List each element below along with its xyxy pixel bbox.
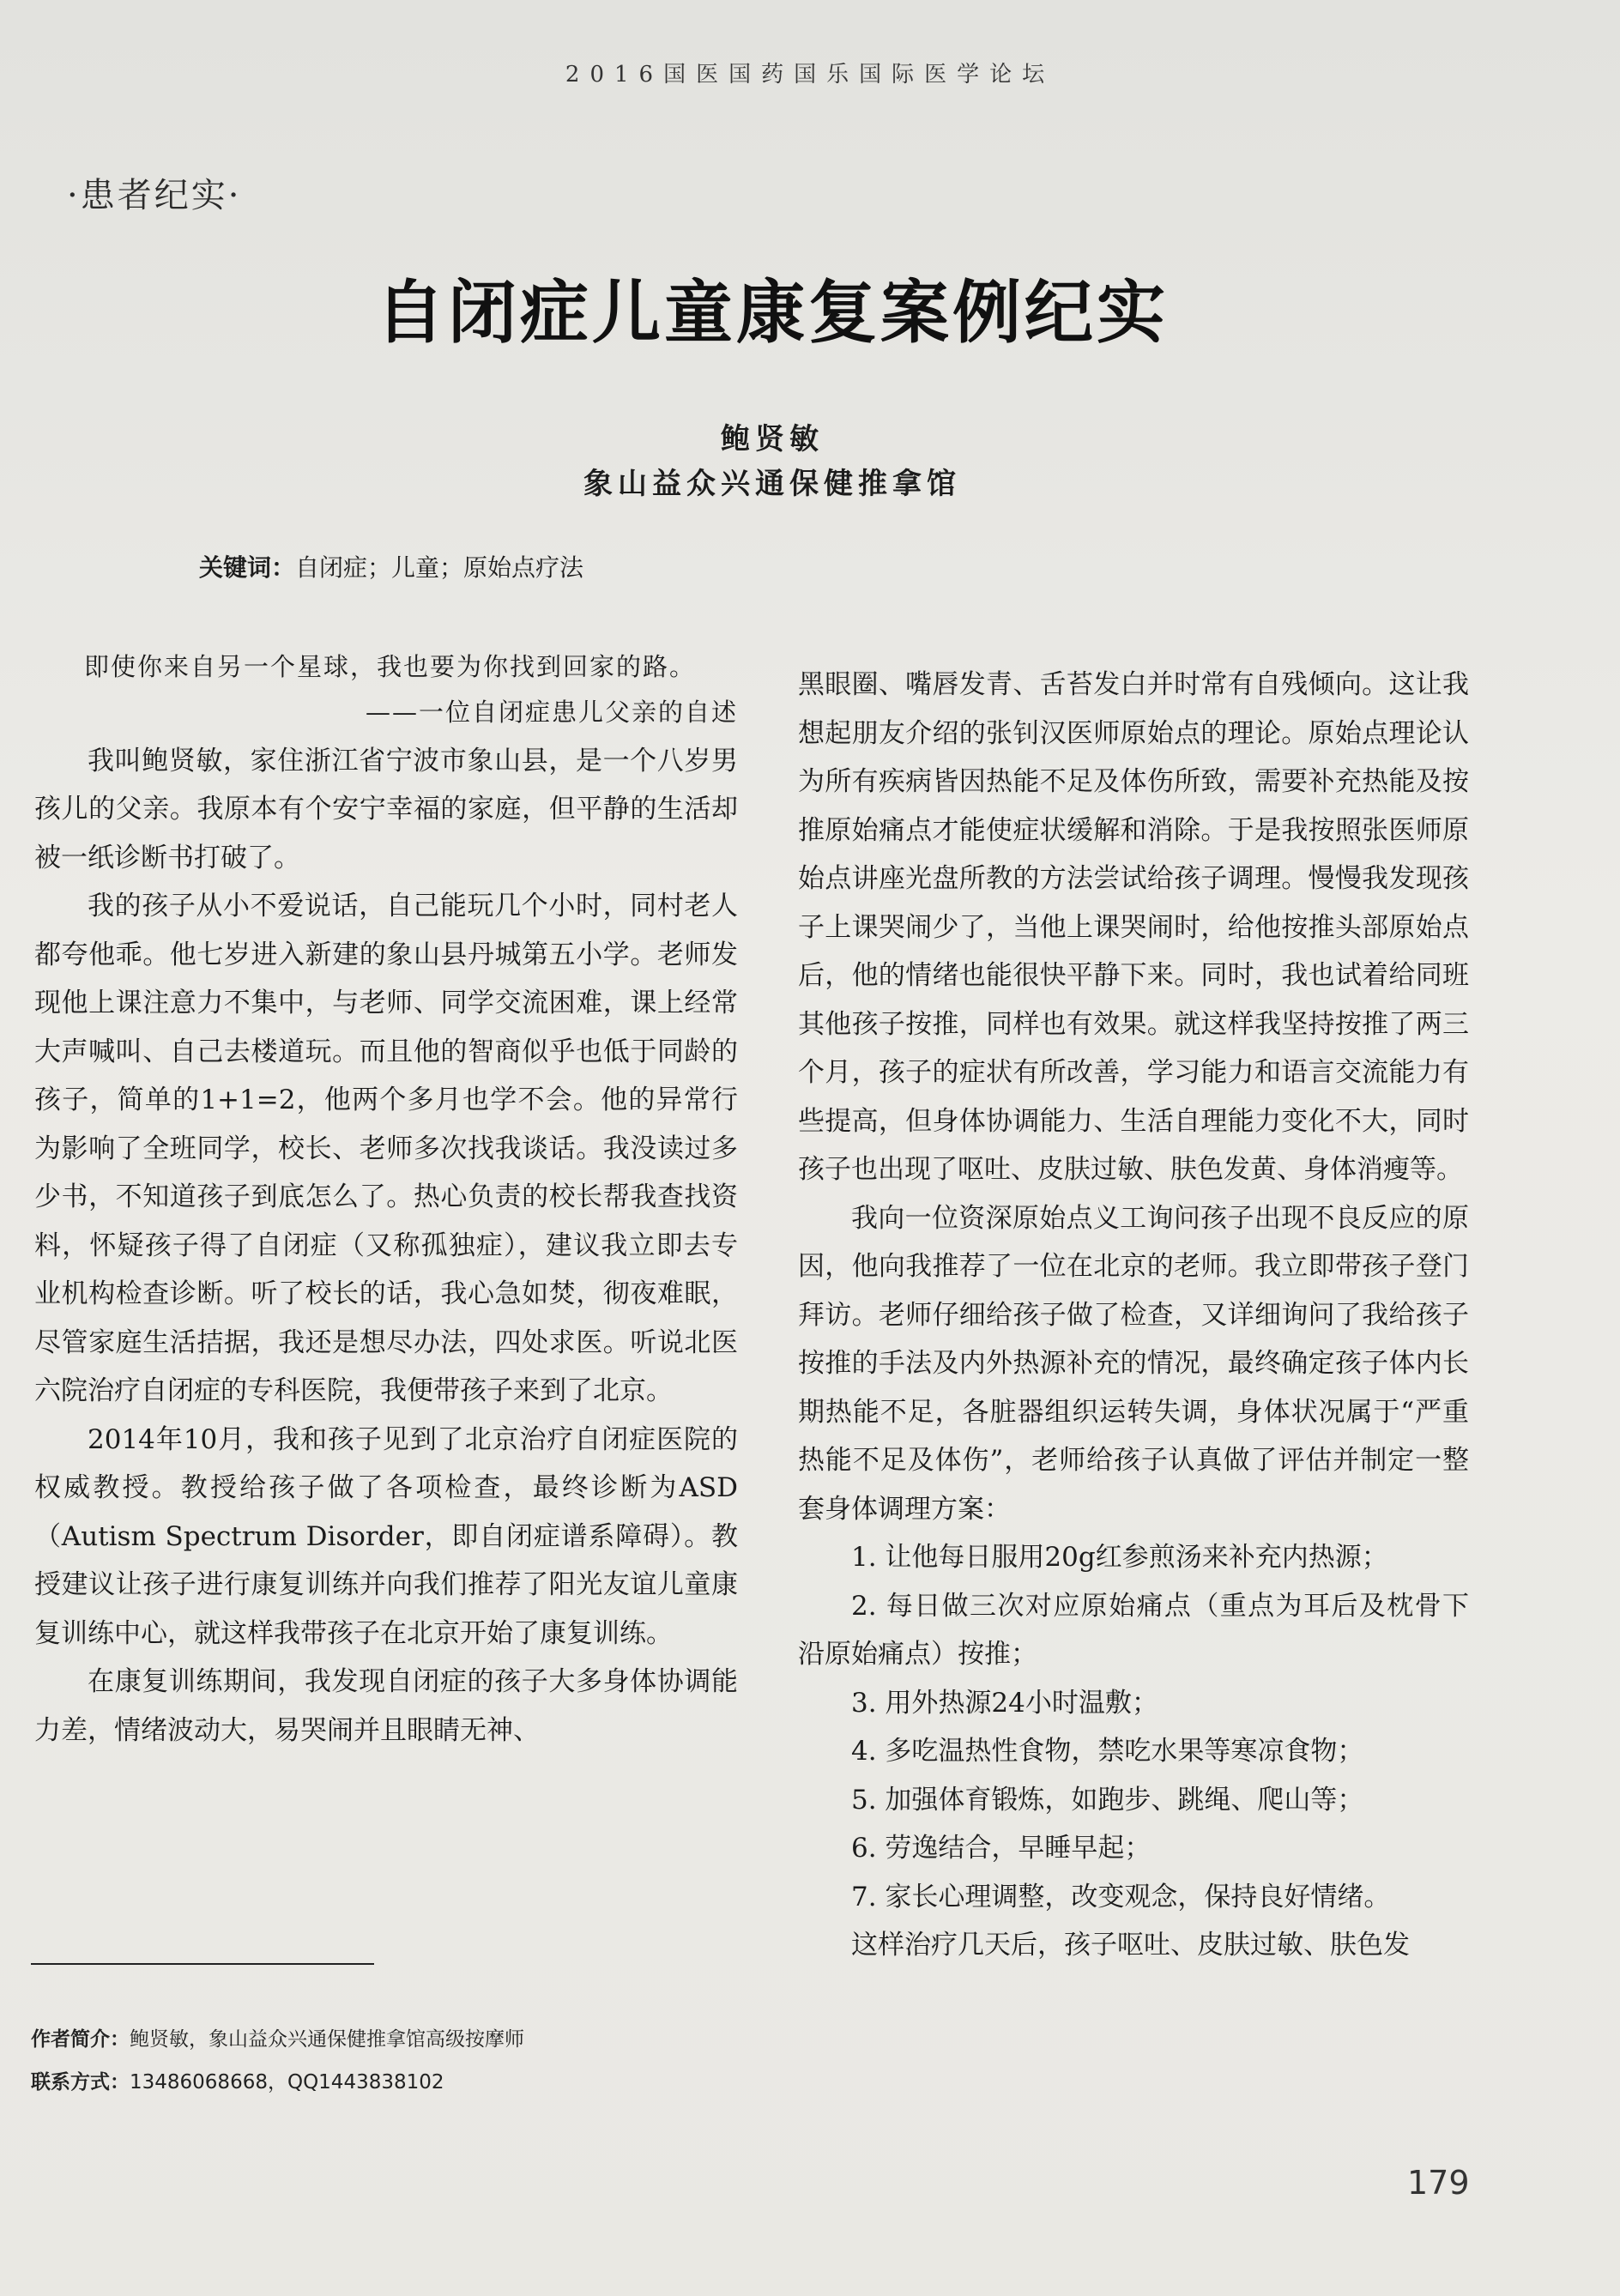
epigraph: 即使你来自另一个星球，我也要为你找到回家的路。 [84,652,697,681]
body-paragraph-continued: 黑眼圈、嘴唇发青、舌苔发白并时常有自残倾向。这让我想起朋友介绍的张钊汉医师原始点的理论。原始点理论认为所有疾病皆因热能不足及体伤所致，需要补充热能及按推原始痛点才能使症状缓解和消除。于是我按照张医师原始点讲座光盘所教的方法尝试给孩子调理。慢慢我发现孩子上课哭闹少了，当他上课哭闹时，给他按推头部原始点后，他的情绪也能很快平静下来。同时，我也试着给同班其他孩子按推，同样也有效果。就这样我坚持按推了两三个月，孩子的症状有所改善，学习能力和语言交流能力有些提高，但身体协调能力、生活自理能力变化不大，同时孩子也出现了呕吐、皮肤过敏、肤色发黄、身体消瘦等。 [798,669,1469,1185]
body-paragraph: 这样治疗几天后，孩子呕吐、皮肤过敏、肤色发 [851,1930,1410,1961]
keywords-text: 自闭症；儿童；原始点疗法 [295,553,584,582]
plan-item: 4. 多吃温热性食物，禁吃水果等寒凉食物； [851,1736,1364,1767]
epigraph-attribution: ——一位自闭症患儿父亲的自述 [365,698,738,727]
plan-item: 1. 让他每日服用20g红参煎汤来补充内热源； [851,1542,1388,1573]
section-label: ·患者纪实· [67,176,242,215]
author-affiliation: 象山益众兴通保健推拿馆 [583,467,961,501]
body-paragraph: 我向一位资深原始点义工询问孩子出现不良反应的原因，他向我推荐了一位在北京的老师。我立即带孩子登门拜访。老师仔细给孩子做了检查，又详细询问了我给孩子按推的手法及内外热源补充的情况，最终确定孩子体内长期热能不足，各脏器组织运转失调，身体状况属于“严重热能不足及体伤”，老师给孩子认真做了评估并制定一整套身体调理方案： [798,1202,1469,1525]
footnote-contact-label: 联系方式： [31,2071,130,2094]
footnote-contact-text: 13486068668，QQ1443838102 [130,2071,444,2094]
keywords [199,549,583,583]
footnote-divider [31,1963,374,1965]
page-number: 179 [1407,2164,1470,2202]
left-column [34,645,738,1755]
plan-item: 7. 家长心理调整，改变观念，保持良好情绪。 [851,1881,1391,1912]
author-name: 鲍贤敏 [721,422,824,456]
article-title: 自闭症儿童康复案例纪实 [376,273,1169,353]
plan-item: 5. 加强体育锻炼，如跑步、跳绳、爬山等； [851,1784,1364,1816]
plan-item: 3. 用外热源24小时温敷； [851,1687,1158,1719]
footnote-contact [31,2066,444,2094]
footnote-author-text: 鲍贤敏，象山益众兴通保健推拿馆高级按摩师 [130,2028,524,2051]
body-paragraph: 我的孩子从小不爱说话，自己能玩几个小时，同村老人都夸他乖。他七岁进入新建的象山县丹城第五小学。老师发现他上课注意力不集中，与老师、同学交流困难，课上经常大声喊叫、自己去楼道玩。而且他的智商似乎也低于同龄的孩子，简单的1+1=2，他两个多月也学不会。他的异常行为影响了全班同学，校长、老师多次找我谈话。我没读过多少书，不知道孩子到底怎么了。热心负责的校长帮我查找资料，怀疑孩子得了自闭症（又称孤独症），建议我立即去专业机构检查诊断。听了校长的话，我心急如焚，彻夜难眠，尽管家庭生活拮据，我还是想尽办法，四处求医。听说北医六院治疗自闭症的专科医院，我便带孩子来到了北京。 [34,891,738,1406]
plan-item: 6. 劳逸结合，早睡早起； [851,1833,1152,1864]
footnote-author [31,2023,524,2051]
body-paragraph: 在康复训练期间，我发现自闭症的孩子大多身体协调能力差，情绪波动大，易哭闹并且眼睛无神、 [34,1666,738,1746]
keywords-label: 关键词： [199,553,296,582]
right-column [798,661,1469,1970]
body-paragraph: 我叫鲍贤敏，家住浙江省宁波市象山县，是一个八岁男孩儿的父亲。我原本有个安宁幸福的家庭，但平静的生活却被一纸诊断书打破了。 [34,745,738,873]
footnote-author-label: 作者简介： [31,2028,130,2051]
running-head: 2016国医国药国乐国际医学论坛 [565,62,1055,88]
plan-item: 2. 每日做三次对应原始痛点（重点为耳后及枕骨下沿原始痛点）按推； [798,1590,1469,1670]
body-paragraph: 2014年10月，我和孩子见到了北京治疗自闭症医院的权威教授。教授给孩子做了各项检查，最终诊断为ASD（Autism Spectrum Disorder，即自闭症谱系障碍）。教授建议让孩子进行康复训练并向我们推荐了阳光友谊儿童康复训练中心，就这样我带孩子在北京开始了康复训练。 [34,1423,738,1649]
